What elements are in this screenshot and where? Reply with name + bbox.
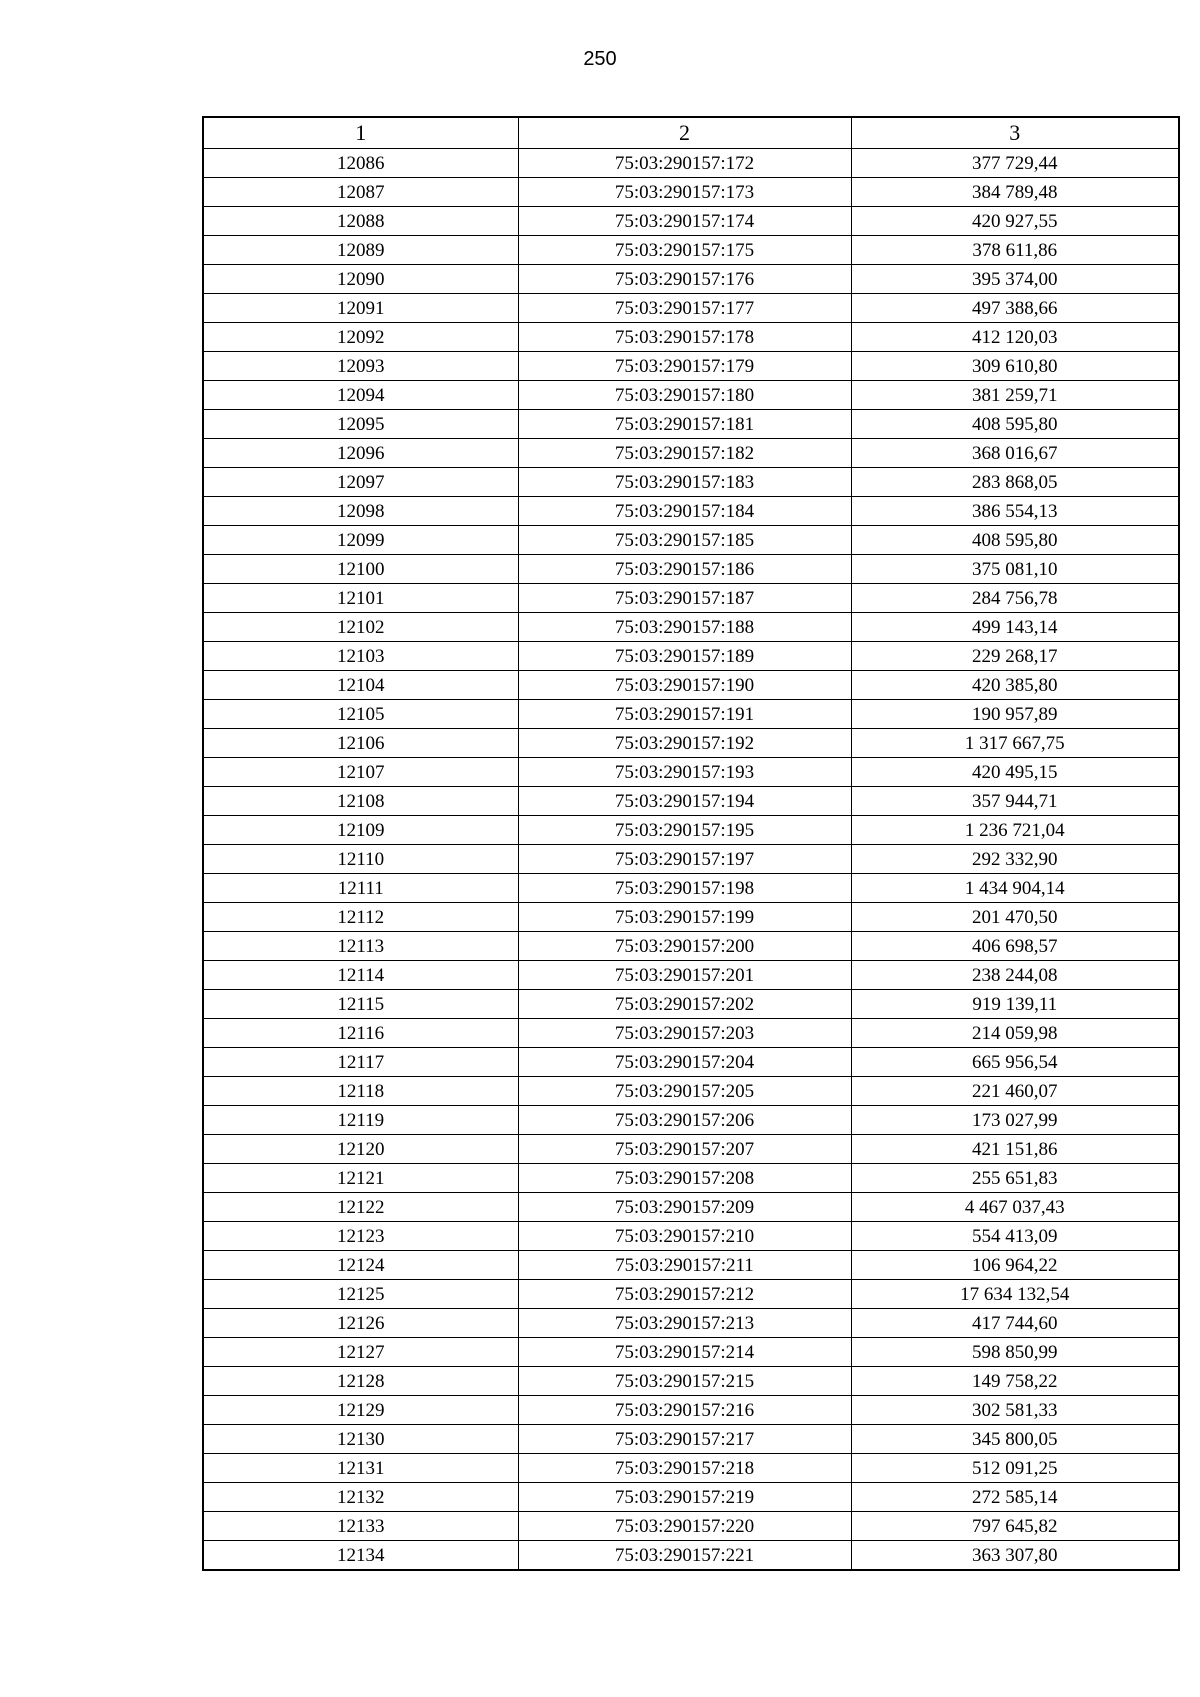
cadastral-number-cell: 75:03:290157:184: [518, 497, 851, 526]
value-cell: 4 467 037,43: [851, 1193, 1179, 1222]
table-row: [203, 294, 1179, 323]
cadastral-number-cell: 75:03:290157:201: [518, 961, 851, 990]
row-number-cell: 12105: [203, 700, 518, 729]
page-number: 250: [583, 48, 617, 70]
table-row: [203, 1251, 1179, 1280]
cadastral-number-cell: 75:03:290157:177: [518, 294, 851, 323]
value-cell: 512 091,25: [851, 1454, 1179, 1483]
row-number-cell: 12090: [203, 265, 518, 294]
cadastral-number-cell: 75:03:290157:220: [518, 1512, 851, 1541]
table-row: [203, 352, 1179, 381]
table-row: [203, 961, 1179, 990]
cadastral-number-cell: 75:03:290157:221: [518, 1541, 851, 1571]
table-row: [203, 1048, 1179, 1077]
table-row: [203, 1193, 1179, 1222]
cadastral-number-cell: 75:03:290157:200: [518, 932, 851, 961]
row-number-cell: 12126: [203, 1309, 518, 1338]
cadastral-number-cell: 75:03:290157:215: [518, 1367, 851, 1396]
table-row: [203, 845, 1179, 874]
table-row: [203, 1135, 1179, 1164]
row-number-cell: 12093: [203, 352, 518, 381]
value-cell: 395 374,00: [851, 265, 1179, 294]
cadastral-number-cell: 75:03:290157:209: [518, 1193, 851, 1222]
table-row: [203, 555, 1179, 584]
row-number-cell: 12096: [203, 439, 518, 468]
value-cell: 375 081,10: [851, 555, 1179, 584]
value-cell: 357 944,71: [851, 787, 1179, 816]
row-number-cell: 12088: [203, 207, 518, 236]
cadastral-number-cell: 75:03:290157:187: [518, 584, 851, 613]
table-row: [203, 1309, 1179, 1338]
row-number-cell: 12103: [203, 642, 518, 671]
table-row: [203, 265, 1179, 294]
row-number-cell: 12098: [203, 497, 518, 526]
cadastral-number-cell: 75:03:290157:176: [518, 265, 851, 294]
cadastral-number-cell: 75:03:290157:202: [518, 990, 851, 1019]
table-row: [203, 671, 1179, 700]
cadastral-number-cell: 75:03:290157:211: [518, 1251, 851, 1280]
table-row: [203, 178, 1179, 207]
row-number-cell: 12131: [203, 1454, 518, 1483]
cadastral-number-cell: 75:03:290157:199: [518, 903, 851, 932]
cadastral-number-cell: 75:03:290157:207: [518, 1135, 851, 1164]
table-row: [203, 584, 1179, 613]
value-cell: 292 332,90: [851, 845, 1179, 874]
cadastral-number-cell: 75:03:290157:180: [518, 381, 851, 410]
table-row: [203, 642, 1179, 671]
row-number-cell: 12092: [203, 323, 518, 352]
row-number-cell: 12106: [203, 729, 518, 758]
value-cell: 497 388,66: [851, 294, 1179, 323]
row-number-cell: 12089: [203, 236, 518, 265]
cadastral-number-cell: 75:03:290157:213: [518, 1309, 851, 1338]
value-cell: 368 016,67: [851, 439, 1179, 468]
row-number-cell: 12086: [203, 149, 518, 178]
cadastral-number-cell: 75:03:290157:208: [518, 1164, 851, 1193]
cadastral-number-cell: 75:03:290157:191: [518, 700, 851, 729]
cadastral-number-cell: 75:03:290157:178: [518, 323, 851, 352]
row-number-cell: 12113: [203, 932, 518, 961]
table-row: [203, 1512, 1179, 1541]
cadastral-number-cell: 75:03:290157:190: [518, 671, 851, 700]
value-cell: 386 554,13: [851, 497, 1179, 526]
value-cell: 190 957,89: [851, 700, 1179, 729]
row-number-cell: 12129: [203, 1396, 518, 1425]
value-cell: 106 964,22: [851, 1251, 1179, 1280]
cadastral-number-cell: 75:03:290157:216: [518, 1396, 851, 1425]
value-cell: 417 744,60: [851, 1309, 1179, 1338]
table-row: [203, 526, 1179, 555]
cadastral-number-cell: 75:03:290157:194: [518, 787, 851, 816]
row-number-cell: 12134: [203, 1541, 518, 1571]
value-cell: 421 151,86: [851, 1135, 1179, 1164]
value-cell: 214 059,98: [851, 1019, 1179, 1048]
value-cell: 378 611,86: [851, 236, 1179, 265]
row-number-cell: 12114: [203, 961, 518, 990]
value-cell: 255 651,83: [851, 1164, 1179, 1193]
table-row: [203, 207, 1179, 236]
value-cell: 408 595,80: [851, 410, 1179, 439]
cadastral-number-cell: 75:03:290157:186: [518, 555, 851, 584]
table-row: [203, 1454, 1179, 1483]
value-cell: 309 610,80: [851, 352, 1179, 381]
cadastral-number-cell: 75:03:290157:188: [518, 613, 851, 642]
table-row: [203, 903, 1179, 932]
table-row: [203, 410, 1179, 439]
table-row: [203, 149, 1179, 178]
table-row: [203, 1541, 1179, 1571]
cadastral-number-cell: 75:03:290157:192: [518, 729, 851, 758]
table-row: [203, 700, 1179, 729]
cadastral-number-cell: 75:03:290157:175: [518, 236, 851, 265]
value-cell: 221 460,07: [851, 1077, 1179, 1106]
row-number-cell: 12120: [203, 1135, 518, 1164]
row-number-cell: 12110: [203, 845, 518, 874]
value-cell: 229 268,17: [851, 642, 1179, 671]
table-row: [203, 816, 1179, 845]
value-cell: 919 139,11: [851, 990, 1179, 1019]
value-cell: 412 120,03: [851, 323, 1179, 352]
row-number-cell: 12118: [203, 1077, 518, 1106]
cadastral-number-cell: 75:03:290157:173: [518, 178, 851, 207]
row-number-cell: 12115: [203, 990, 518, 1019]
row-number-cell: 12127: [203, 1338, 518, 1367]
table-row: [203, 1222, 1179, 1251]
value-cell: 384 789,48: [851, 178, 1179, 207]
row-number-cell: 12121: [203, 1164, 518, 1193]
table-row: [203, 1077, 1179, 1106]
row-number-cell: 12094: [203, 381, 518, 410]
cadastral-number-cell: 75:03:290157:206: [518, 1106, 851, 1135]
row-number-cell: 12116: [203, 1019, 518, 1048]
value-cell: 420 385,80: [851, 671, 1179, 700]
cadastral-number-cell: 75:03:290157:212: [518, 1280, 851, 1309]
cadastral-number-cell: 75:03:290157:217: [518, 1425, 851, 1454]
row-number-cell: 12122: [203, 1193, 518, 1222]
table-row: [203, 439, 1179, 468]
cadastral-number-cell: 75:03:290157:183: [518, 468, 851, 497]
value-cell: 302 581,33: [851, 1396, 1179, 1425]
column-header-1: 1: [203, 117, 518, 149]
table-row: [203, 1280, 1179, 1309]
value-cell: 363 307,80: [851, 1541, 1179, 1571]
value-cell: 201 470,50: [851, 903, 1179, 932]
table-row: [203, 758, 1179, 787]
cadastral-number-cell: 75:03:290157:179: [518, 352, 851, 381]
table-row: [203, 729, 1179, 758]
row-number-cell: 12091: [203, 294, 518, 323]
table-row: [203, 787, 1179, 816]
row-number-cell: 12128: [203, 1367, 518, 1396]
cadastral-number-cell: 75:03:290157:174: [518, 207, 851, 236]
value-cell: 272 585,14: [851, 1483, 1179, 1512]
row-number-cell: 12104: [203, 671, 518, 700]
row-number-cell: 12101: [203, 584, 518, 613]
cadastral-number-cell: 75:03:290157:172: [518, 149, 851, 178]
cadastral-number-cell: 75:03:290157:189: [518, 642, 851, 671]
value-cell: 420 927,55: [851, 207, 1179, 236]
row-number-cell: 12111: [203, 874, 518, 903]
data-table: [202, 116, 1180, 1571]
row-number-cell: 12102: [203, 613, 518, 642]
value-cell: 1 434 904,14: [851, 874, 1179, 903]
row-number-cell: 12123: [203, 1222, 518, 1251]
cadastral-number-cell: 75:03:290157:204: [518, 1048, 851, 1077]
table-row: [203, 497, 1179, 526]
header-row: [203, 117, 1179, 149]
table-row: [203, 381, 1179, 410]
row-number-cell: 12117: [203, 1048, 518, 1077]
value-cell: 665 956,54: [851, 1048, 1179, 1077]
table-row: [203, 1425, 1179, 1454]
cadastral-number-cell: 75:03:290157:198: [518, 874, 851, 903]
value-cell: 149 758,22: [851, 1367, 1179, 1396]
value-cell: 377 729,44: [851, 149, 1179, 178]
row-number-cell: 12087: [203, 178, 518, 207]
cadastral-number-cell: 75:03:290157:193: [518, 758, 851, 787]
cadastral-number-cell: 75:03:290157:182: [518, 439, 851, 468]
value-cell: 345 800,05: [851, 1425, 1179, 1454]
row-number-cell: 12100: [203, 555, 518, 584]
column-header-2: 2: [518, 117, 851, 149]
column-header-3: 3: [851, 117, 1179, 149]
cadastral-number-cell: 75:03:290157:185: [518, 526, 851, 555]
row-number-cell: 12107: [203, 758, 518, 787]
row-number-cell: 12132: [203, 1483, 518, 1512]
table-row: [203, 1338, 1179, 1367]
cadastral-number-cell: 75:03:290157:181: [518, 410, 851, 439]
table-row: [203, 1396, 1179, 1425]
row-number-cell: 12133: [203, 1512, 518, 1541]
value-cell: 173 027,99: [851, 1106, 1179, 1135]
table-row: [203, 468, 1179, 497]
cadastral-number-cell: 75:03:290157:214: [518, 1338, 851, 1367]
row-number-cell: 12119: [203, 1106, 518, 1135]
table-row: [203, 236, 1179, 265]
cadastral-number-cell: 75:03:290157:205: [518, 1077, 851, 1106]
cadastral-number-cell: 75:03:290157:219: [518, 1483, 851, 1512]
row-number-cell: 12124: [203, 1251, 518, 1280]
table-row: [203, 1019, 1179, 1048]
value-cell: 238 244,08: [851, 961, 1179, 990]
value-cell: 797 645,82: [851, 1512, 1179, 1541]
table-body: [203, 149, 1179, 1571]
row-number-cell: 12130: [203, 1425, 518, 1454]
cadastral-number-cell: 75:03:290157:210: [518, 1222, 851, 1251]
value-cell: 1 317 667,75: [851, 729, 1179, 758]
value-cell: 284 756,78: [851, 584, 1179, 613]
table-header: [203, 117, 1179, 149]
table-row: [203, 1164, 1179, 1193]
cadastral-number-cell: 75:03:290157:195: [518, 816, 851, 845]
cadastral-number-cell: 75:03:290157:203: [518, 1019, 851, 1048]
value-cell: 1 236 721,04: [851, 816, 1179, 845]
value-cell: 499 143,14: [851, 613, 1179, 642]
value-cell: 283 868,05: [851, 468, 1179, 497]
row-number-cell: 12095: [203, 410, 518, 439]
value-cell: 408 595,80: [851, 526, 1179, 555]
table-row: [203, 1106, 1179, 1135]
row-number-cell: 12112: [203, 903, 518, 932]
cadastral-number-cell: 75:03:290157:197: [518, 845, 851, 874]
value-cell: 381 259,71: [851, 381, 1179, 410]
row-number-cell: 12109: [203, 816, 518, 845]
table-row: [203, 1483, 1179, 1512]
value-cell: 554 413,09: [851, 1222, 1179, 1251]
row-number-cell: 12108: [203, 787, 518, 816]
table-row: [203, 613, 1179, 642]
table-row: [203, 323, 1179, 352]
value-cell: 17 634 132,54: [851, 1280, 1179, 1309]
table-row: [203, 874, 1179, 903]
value-cell: 406 698,57: [851, 932, 1179, 961]
row-number-cell: 12125: [203, 1280, 518, 1309]
cadastral-number-cell: 75:03:290157:218: [518, 1454, 851, 1483]
table-row: [203, 990, 1179, 1019]
table-row: [203, 1367, 1179, 1396]
table-row: [203, 932, 1179, 961]
value-cell: 420 495,15: [851, 758, 1179, 787]
row-number-cell: 12097: [203, 468, 518, 497]
value-cell: 598 850,99: [851, 1338, 1179, 1367]
row-number-cell: 12099: [203, 526, 518, 555]
